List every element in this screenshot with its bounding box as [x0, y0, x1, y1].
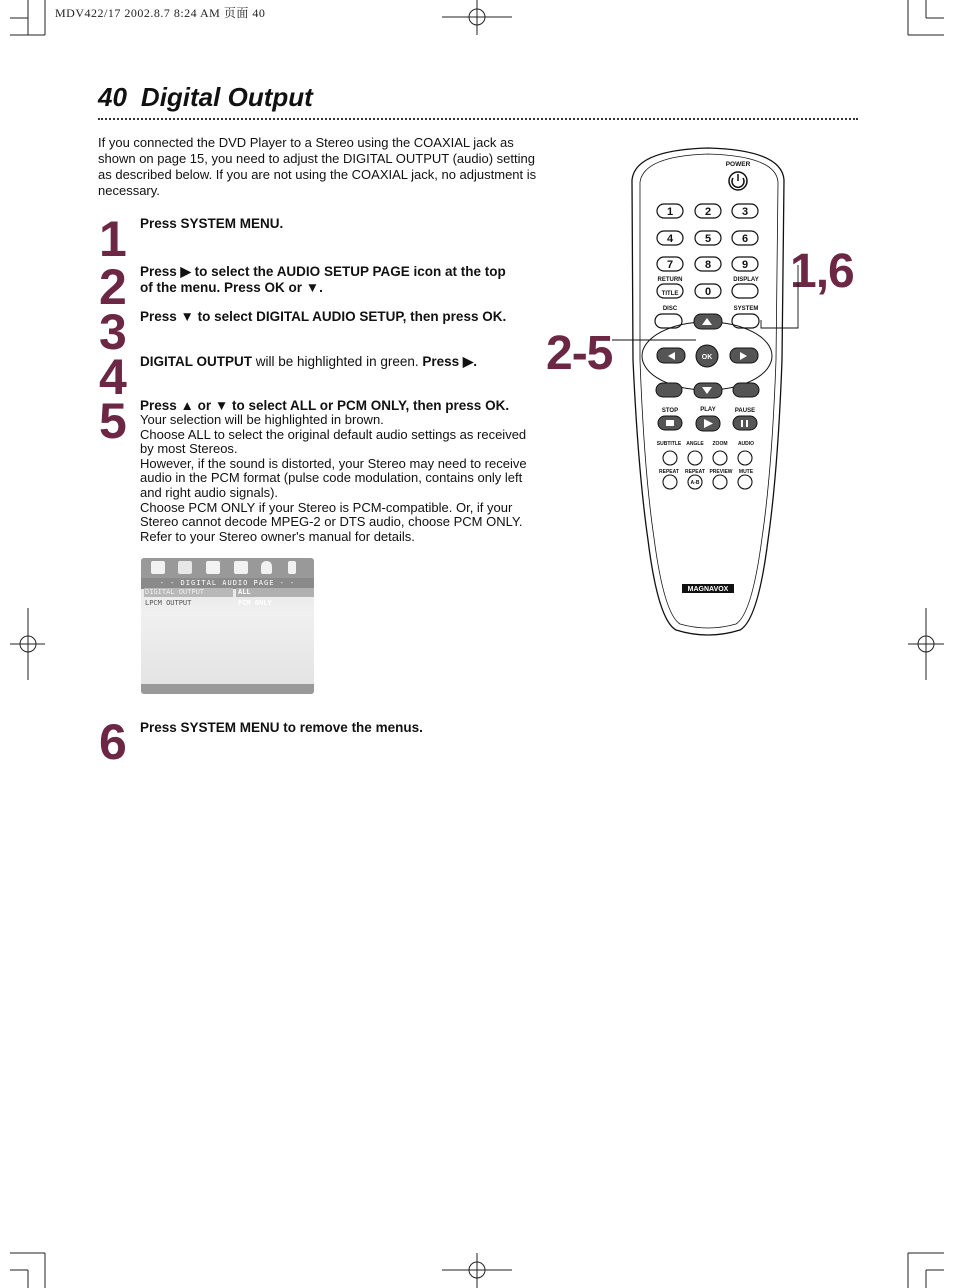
step-5-number: 5 [99, 393, 125, 449]
step-4-number: 4 [99, 349, 125, 405]
repeat-label: REPEAT [659, 469, 679, 475]
osd-row-value: PCM ONLY [238, 599, 272, 607]
audio-setup-icon [178, 561, 192, 574]
osd-row-value: ALL [236, 588, 314, 597]
osd-page-title: - - DIGITAL AUDIO PAGE - - [141, 578, 314, 589]
intro-paragraph: If you connected the DVD Player to a Stereo using the COAXIAL jack as shown on page 15, you need to adjust the DIGITAL OUTPUT (audio) setting as described below. If you are not using the COAXIAL jack, no adjustment is necessary. [98, 135, 537, 198]
video-setup-icon [206, 561, 220, 574]
title-dotted-rule [98, 118, 858, 120]
callout-steps-1-6: 1,6 [790, 245, 854, 298]
step-3-text: Press ▼ to select DIGITAL AUDIO SETUP, then press OK. [140, 309, 507, 324]
display-label: DISPLAY [733, 277, 759, 283]
page-number: 40 [98, 82, 127, 112]
power-label: POWER [725, 161, 751, 168]
step-4-bold-end: Press ▶. [422, 354, 478, 369]
step-4-text [140, 354, 540, 370]
step-1-text: Press SYSTEM MENU. [140, 216, 284, 231]
step-2-number: 2 [99, 259, 125, 315]
play-label: PLAY [700, 407, 716, 413]
digit-3: 3 [741, 206, 749, 218]
preview-label: PREVIEW [709, 469, 733, 475]
disc-label: DISC [662, 306, 678, 312]
digit-0: 0 [704, 286, 712, 298]
osd-row-digital-output [143, 588, 312, 597]
step-5-line: Refer to your Stereo owner's manual for details. [140, 528, 415, 544]
step-2-line-2: of the menu. Press OK or ▼. [140, 280, 323, 295]
remote-control [600, 140, 820, 640]
step-5-heading: Press ▲ or ▼ to select ALL or PCM ONLY, then press OK. [140, 398, 510, 413]
step-5-line: Your selection will be highlighted in brown. [140, 412, 384, 427]
exit-icon [288, 561, 296, 574]
step-5-line: and right audio signals). [140, 484, 279, 500]
subtitle-label: SUBTITLE [656, 441, 682, 447]
system-label: SYSTEM [733, 306, 759, 312]
step-5-line: Choose ALL to select the original default audio settings as received [140, 426, 527, 442]
digit-1: 1 [666, 206, 674, 218]
return-label: RETURN [657, 277, 683, 283]
step-6-number: 6 [99, 714, 125, 770]
step-4-bold: DIGITAL OUTPUT [140, 354, 252, 369]
print-header: MDV422/17 2002.8.7 8:24 AM 页面 40 [55, 6, 266, 20]
page-heading: Digital Output [140, 82, 313, 112]
step-5-line: audio in the PCM format (pulse code modulation, contains only left [140, 470, 523, 486]
step-1-number: 1 [99, 211, 125, 267]
disc-menu-label: MENU [661, 320, 677, 326]
digit-4: 4 [666, 233, 674, 245]
stop-label: STOP [661, 408, 679, 414]
step-2-text [140, 264, 550, 296]
step-4-normal: will be highlighted in green. [252, 354, 423, 369]
digit-8: 8 [704, 259, 712, 271]
callout-steps-2-5: 2-5 [546, 327, 613, 380]
step-5-line: by most Stereos. [140, 441, 238, 457]
osd-row-lpcm-output [143, 599, 312, 608]
zoom-label: ZOOM [712, 441, 728, 447]
osd-row-label: LPCM OUTPUT [145, 599, 192, 607]
step-5-line: However, if the sound is distorted, your Stereo may need to receive [140, 455, 527, 471]
ok-label: OK [701, 354, 713, 361]
osd-icon-bar [141, 558, 314, 578]
system-menu-label: MENU [737, 320, 753, 326]
osd-row-label: DIGITAL OUTPUT [144, 588, 233, 597]
osd-menu-screenshot [141, 558, 314, 694]
mute-label: MUTE [738, 469, 754, 475]
digit-6: 6 [741, 233, 749, 245]
title-label: TITLE [661, 291, 679, 297]
general-setup-icon [151, 561, 165, 574]
digit-7: 7 [666, 259, 674, 271]
digit-5: 5 [704, 233, 712, 245]
step-2-line-1: Press ▶ to select the AUDIO SETUP PAGE icon at the top [140, 264, 506, 279]
step-5-line: Choose PCM ONLY if your Stereo is PCM-compatible. Or, if your [140, 499, 513, 515]
lock-icon [261, 561, 272, 574]
step-5-line: Stereo cannot decode MPEG-2 or DTS audio, choose PCM ONLY. [140, 514, 523, 530]
page-title [98, 82, 313, 113]
digit-9: 9 [741, 259, 749, 271]
preference-icon [234, 561, 248, 574]
step-5-body [140, 413, 540, 544]
audio-label: AUDIO [737, 441, 755, 447]
brand-logo: MAGNAVOX [687, 586, 729, 593]
ab-label: A-B [690, 480, 700, 486]
step-6-text: Press SYSTEM MENU to remove the menus. [140, 720, 423, 735]
step-3-number: 3 [99, 304, 125, 360]
osd-footer-bar [141, 684, 314, 694]
pause-label: PAUSE [734, 408, 756, 414]
digit-2: 2 [704, 206, 712, 218]
repeat-ab-label: REPEAT [685, 469, 705, 475]
angle-label: ANGLE [686, 441, 704, 447]
